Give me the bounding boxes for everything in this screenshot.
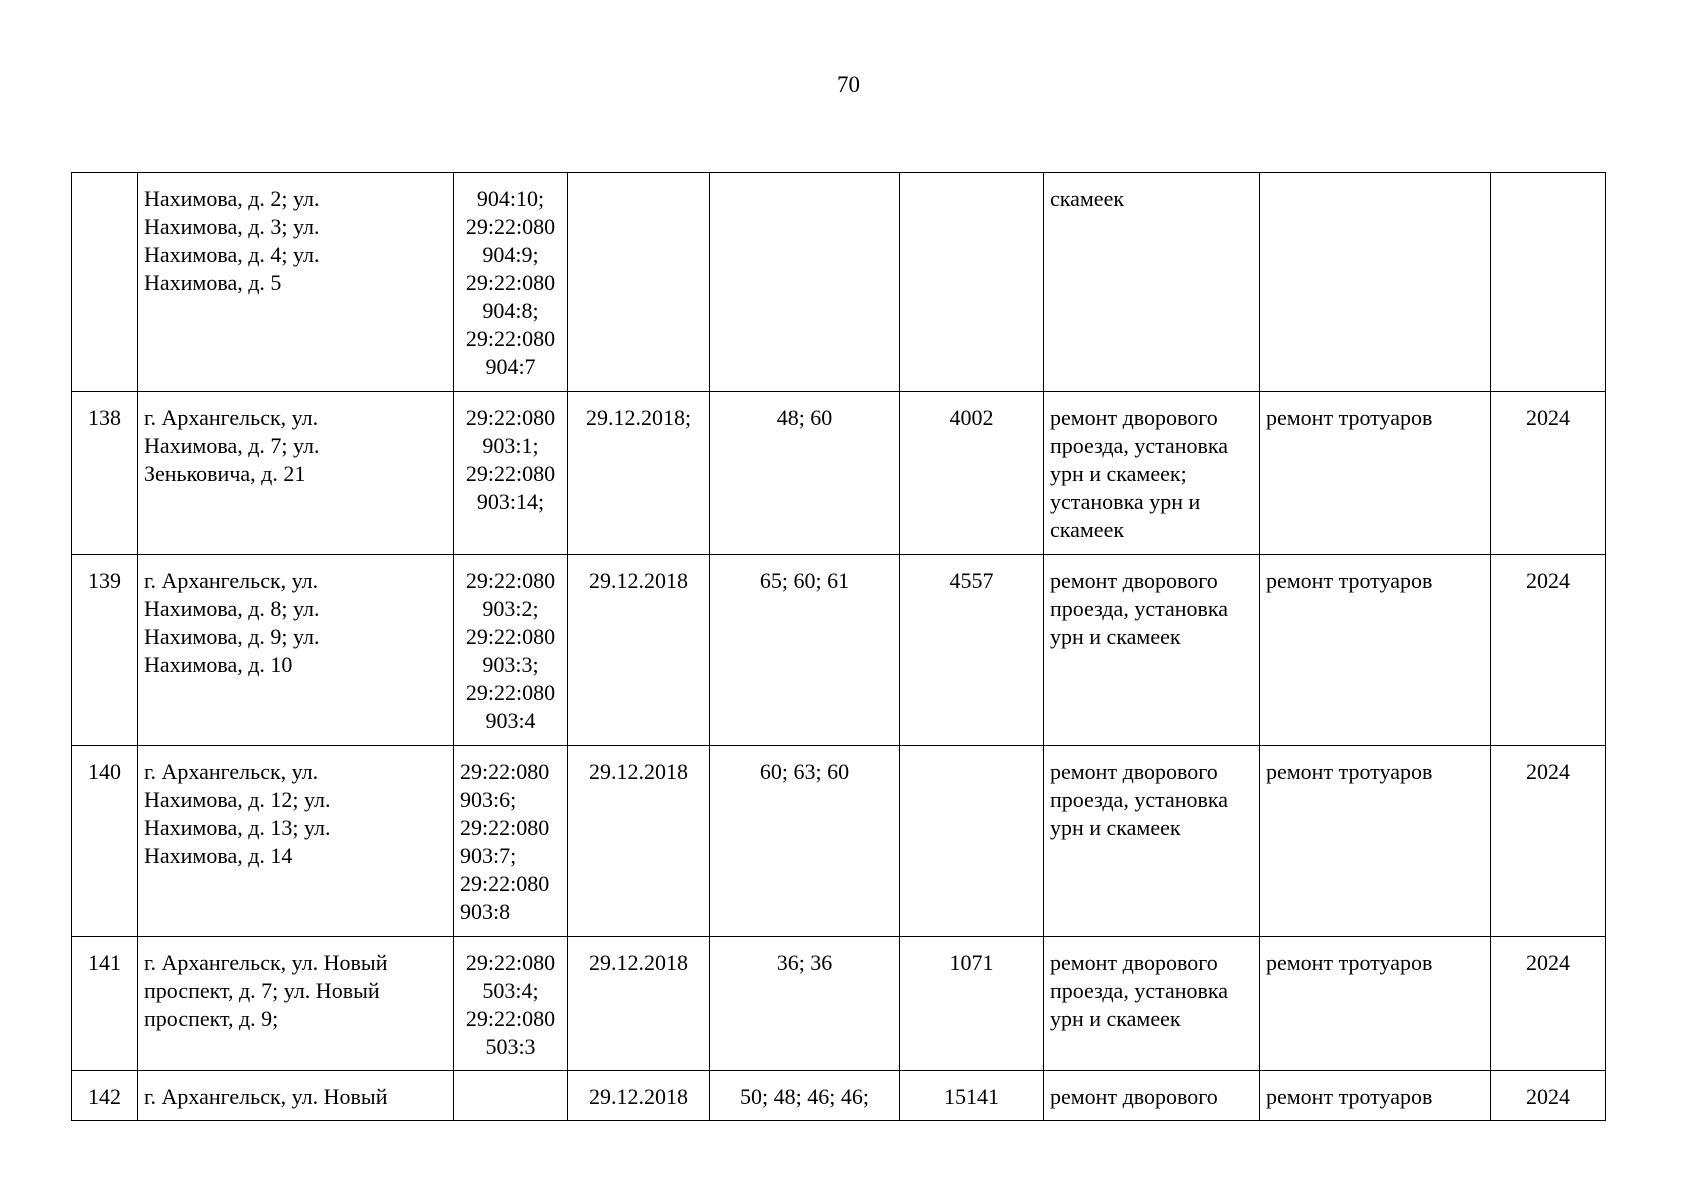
area-cell: 4002: [900, 392, 1044, 555]
table-row: [72, 392, 1606, 555]
area-cell: [900, 746, 1044, 937]
main-works-line: урн и скамеек: [1050, 624, 1181, 649]
extra-works-cell: ремонт тротуаров: [1260, 746, 1491, 937]
table-row: [72, 555, 1606, 746]
table-row: [72, 746, 1606, 937]
cadastral-line: 904:7: [485, 354, 536, 379]
address-line: Нахимова, д. 12; ул.: [144, 787, 331, 812]
main-works-line: скамеек: [1050, 186, 1125, 211]
cadastral-line: 503:3: [485, 1034, 536, 1059]
row-number: 142: [72, 1071, 138, 1121]
cadastral-cell: [454, 555, 568, 746]
cadastral-line: 903:7;: [460, 843, 517, 868]
year-cell: 2024: [1491, 555, 1606, 746]
cadastral-line: 29:22:080: [465, 568, 556, 593]
cadastral-line: 903:6;: [460, 787, 517, 812]
address-cell: [138, 173, 454, 392]
table-row: [72, 937, 1606, 1071]
flats-cell: 48; 60: [710, 392, 900, 555]
cadastral-line: 29:22:080: [465, 950, 556, 975]
year-cell: 2024: [1491, 392, 1606, 555]
area-cell: 1071: [900, 937, 1044, 1071]
main-works-line: ремонт дворового: [1050, 568, 1218, 593]
cadastral-cell: [454, 173, 568, 392]
area-cell: 15141: [900, 1071, 1044, 1121]
main-works-line: проезда, установка: [1050, 978, 1229, 1003]
row-number: [72, 173, 138, 392]
address-line: Нахимова, д. 9; ул.: [144, 624, 320, 649]
yard-improvement-table: [71, 172, 1606, 1121]
row-number: 140: [72, 746, 138, 937]
main-works-line: ремонт дворового: [1050, 950, 1218, 975]
area-cell: [900, 173, 1044, 392]
year-cell: 2024: [1491, 937, 1606, 1071]
main-works-cell: [1044, 746, 1260, 937]
main-works-line: проезда, установка: [1050, 787, 1229, 812]
cadastral-line: 29:22:080: [460, 759, 550, 784]
cadastral-line: 903:8: [460, 899, 511, 924]
page-number: 70: [837, 72, 860, 97]
main-works-line: ремонт дворового: [1050, 1084, 1218, 1109]
row-number: 139: [72, 555, 138, 746]
cadastral-line: 29:22:080: [465, 270, 556, 295]
cadastral-line: 904:10;: [476, 186, 545, 211]
cadastral-line: 29:22:080: [465, 405, 556, 430]
year-cell: [1491, 173, 1606, 392]
cadastral-line: 29:22:080: [465, 461, 556, 486]
address-cell: [138, 392, 454, 555]
main-works-line: урн и скамеек: [1050, 1006, 1181, 1031]
table-row: [72, 1071, 1606, 1121]
date-cell: 29.12.2018: [568, 746, 710, 937]
address-line: проспект, д. 7; ул. Новый: [144, 978, 380, 1003]
row-number: 138: [72, 392, 138, 555]
address-line: проспект, д. 9;: [144, 1006, 279, 1031]
cadastral-line: 29:22:080: [465, 624, 556, 649]
flats-cell: 36; 36: [710, 937, 900, 1071]
date-cell: 29.12.2018: [568, 555, 710, 746]
cadastral-cell: [454, 937, 568, 1071]
date-cell: [568, 173, 710, 392]
cadastral-line: 29:22:080: [465, 326, 556, 351]
main-works-cell: [1044, 392, 1260, 555]
cadastral-line: 904:9;: [482, 242, 539, 267]
area-cell: 4557: [900, 555, 1044, 746]
address-line: г. Архангельск, ул.: [144, 568, 319, 593]
address-cell: [138, 555, 454, 746]
cadastral-line: 903:14;: [476, 489, 545, 514]
main-works-line: урн и скамеек;: [1050, 461, 1187, 486]
main-works-line: скамеек: [1050, 517, 1125, 542]
main-works-line: проезда, установка: [1050, 433, 1229, 458]
address-line: Нахимова, д. 8; ул.: [144, 596, 320, 621]
cadastral-line: 29:22:080: [465, 680, 556, 705]
date-cell: 29.12.2018;: [568, 392, 710, 555]
cadastral-line: 503:4;: [482, 978, 539, 1003]
cadastral-line: 903:2;: [482, 596, 539, 621]
cadastral-cell: [454, 392, 568, 555]
address-line: Нахимова, д. 10: [144, 652, 293, 677]
year-cell: 2024: [1491, 746, 1606, 937]
cadastral-cell: [454, 1071, 568, 1121]
flats-cell: 50; 48; 46; 46;: [710, 1071, 900, 1121]
cadastral-line: 903:4: [485, 708, 536, 733]
extra-works-cell: ремонт тротуаров: [1260, 1071, 1491, 1121]
table-row: [72, 173, 1606, 392]
cadastral-line: 29:22:080: [465, 1006, 556, 1031]
flats-cell: 65; 60; 61: [710, 555, 900, 746]
address-line: Нахимова, д. 4; ул.: [144, 242, 320, 267]
cadastral-cell: [454, 746, 568, 937]
address-line: г. Архангельск, ул. Новый: [144, 1084, 388, 1109]
extra-works-cell: ремонт тротуаров: [1260, 555, 1491, 746]
address-cell: [138, 1071, 454, 1121]
address-line: Нахимова, д. 13; ул.: [144, 815, 331, 840]
address-line: Зеньковича, д. 21: [144, 461, 306, 486]
extra-works-cell: ремонт тротуаров: [1260, 937, 1491, 1071]
cadastral-line: 29:22:080: [460, 871, 550, 896]
address-line: Нахимова, д. 14: [144, 843, 293, 868]
main-works-line: урн и скамеек: [1050, 815, 1181, 840]
address-line: г. Архангельск, ул.: [144, 405, 319, 430]
address-line: Нахимова, д. 7; ул.: [144, 433, 320, 458]
cadastral-line: 903:3;: [482, 652, 539, 677]
main-works-cell: [1044, 1071, 1260, 1121]
flats-cell: 60; 63; 60: [710, 746, 900, 937]
address-line: Нахимова, д. 3; ул.: [144, 214, 320, 239]
address-cell: [138, 746, 454, 937]
main-works-cell: [1044, 173, 1260, 392]
extra-works-cell: [1260, 173, 1491, 392]
year-cell: 2024: [1491, 1071, 1606, 1121]
main-works-cell: [1044, 555, 1260, 746]
address-line: г. Архангельск, ул. Новый: [144, 950, 388, 975]
address-line: Нахимова, д. 5: [144, 270, 282, 295]
main-works-line: установка урн и: [1050, 489, 1201, 514]
date-cell: 29.12.2018: [568, 937, 710, 1071]
main-works-line: ремонт дворового: [1050, 759, 1218, 784]
main-works-line: проезда, установка: [1050, 596, 1229, 621]
cadastral-line: 29:22:080: [465, 214, 556, 239]
address-cell: [138, 937, 454, 1071]
extra-works-cell: ремонт тротуаров: [1260, 392, 1491, 555]
row-number: 141: [72, 937, 138, 1071]
main-works-line: ремонт дворового: [1050, 405, 1218, 430]
date-cell: 29.12.2018: [568, 1071, 710, 1121]
main-works-cell: [1044, 937, 1260, 1071]
cadastral-line: 29:22:080: [460, 815, 550, 840]
flats-cell: [710, 173, 900, 392]
cadastral-line: 903:1;: [482, 433, 539, 458]
address-line: г. Архангельск, ул.: [144, 759, 319, 784]
address-line: Нахимова, д. 2; ул.: [144, 186, 320, 211]
cadastral-line: 904:8;: [482, 298, 539, 323]
